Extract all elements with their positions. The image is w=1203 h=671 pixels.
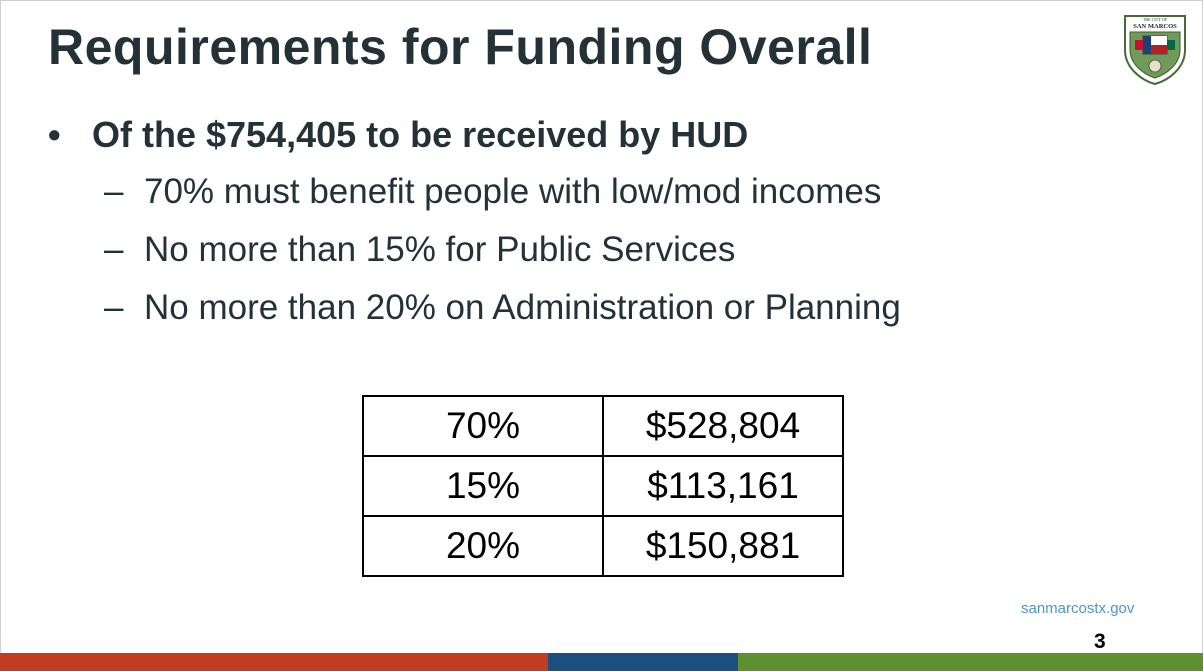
bullet-marker: • bbox=[48, 114, 61, 155]
page-number: 3 bbox=[1094, 630, 1106, 653]
table-row bbox=[363, 516, 843, 576]
percent-cell: 15% bbox=[363, 456, 603, 516]
sub-bullet-text: 70% must benefit people with low/mod incomes bbox=[144, 172, 882, 211]
footer-bar-blue bbox=[548, 653, 738, 671]
city-seal-logo bbox=[1121, 12, 1189, 86]
amount-cell: $113,161 bbox=[603, 456, 843, 516]
logo-top-text: THE CITY OF bbox=[1142, 17, 1168, 22]
main-bullet bbox=[48, 114, 748, 156]
amount-cell: $528,804 bbox=[603, 396, 843, 456]
sub-bullet bbox=[104, 288, 901, 328]
sub-bullet bbox=[104, 230, 735, 270]
sub-bullet-dash: – bbox=[104, 230, 124, 269]
sub-bullet-dash: – bbox=[104, 172, 124, 211]
table-row bbox=[363, 456, 843, 516]
slide-title: Requirements for Funding Overall bbox=[48, 19, 873, 75]
logo-main-text: SAN MARCOS bbox=[1133, 23, 1177, 30]
percent-cell: 70% bbox=[363, 396, 603, 456]
sub-bullet-text: No more than 15% for Public Services bbox=[144, 230, 736, 269]
sub-bullet-dash: – bbox=[104, 288, 124, 327]
percent-cell: 20% bbox=[363, 516, 603, 576]
funding-table bbox=[362, 395, 844, 577]
amount-cell: $150,881 bbox=[603, 516, 843, 576]
sub-bullet bbox=[104, 172, 881, 212]
website-label: sanmarcostx.gov bbox=[1021, 600, 1135, 617]
sub-bullet-text: No more than 20% on Administration or Planning bbox=[144, 288, 901, 327]
footer-bar-green bbox=[738, 653, 1203, 671]
bullet-text: Of the $754,405 to be received by HUD bbox=[92, 114, 749, 155]
table-row bbox=[363, 396, 843, 456]
footer-bar-red bbox=[0, 653, 548, 671]
